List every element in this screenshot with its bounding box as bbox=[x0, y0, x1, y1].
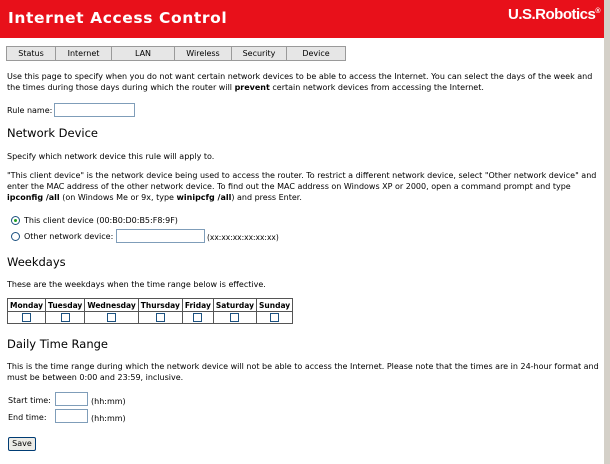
intro-text bbox=[7, 71, 602, 93]
friday-checkbox[interactable] bbox=[193, 313, 202, 322]
monday-checkbox[interactable] bbox=[22, 313, 31, 322]
cell-friday bbox=[182, 312, 213, 324]
day-wednesday: Wednesday bbox=[85, 299, 138, 312]
intro-bold: prevent bbox=[234, 83, 270, 92]
mac-address-input[interactable] bbox=[116, 229, 205, 243]
intro-part1: Use this page to specify when you do not want certain network devices to be able to access the Internet. You can select the days of the week and the times during those days during which the router will bbox=[7, 72, 593, 92]
cell-monday bbox=[8, 312, 46, 324]
start-time-input[interactable] bbox=[55, 392, 88, 406]
cell-wednesday bbox=[85, 312, 138, 324]
intro-part2: certain network devices from accessing the Internet. bbox=[269, 83, 484, 92]
mac-format-hint: (xx:xx:xx:xx:xx:xx) bbox=[207, 233, 279, 242]
trademark-symbol: ® bbox=[595, 8, 600, 15]
sunday-checkbox[interactable] bbox=[270, 313, 279, 322]
weekdays-desc: These are the weekdays when the time range below is effective. bbox=[7, 280, 266, 289]
saturday-checkbox[interactable] bbox=[230, 313, 239, 322]
info-cmd2: winipcfg /all bbox=[176, 193, 232, 202]
this-client-radio[interactable] bbox=[11, 216, 20, 225]
cell-sunday bbox=[257, 312, 293, 324]
tab-wireless[interactable]: Wireless bbox=[174, 46, 232, 61]
network-device-heading: Network Device bbox=[7, 126, 99, 140]
day-monday: Monday bbox=[8, 299, 46, 312]
day-tuesday: Tuesday bbox=[46, 299, 85, 312]
tab-device[interactable]: Device bbox=[286, 46, 346, 61]
brand-logo bbox=[508, 6, 600, 23]
day-sunday: Sunday bbox=[257, 299, 293, 312]
thursday-checkbox[interactable] bbox=[156, 313, 165, 322]
start-time-unit: (hh:mm) bbox=[91, 397, 126, 406]
weekdays-table bbox=[7, 298, 293, 324]
weekday-checkbox-row bbox=[8, 312, 293, 324]
day-saturday: Saturday bbox=[213, 299, 256, 312]
tab-internet[interactable]: Internet bbox=[55, 46, 112, 61]
vertical-scrollbar[interactable] bbox=[604, 0, 610, 464]
cell-saturday bbox=[213, 312, 256, 324]
cell-tuesday bbox=[46, 312, 85, 324]
day-friday: Friday bbox=[182, 299, 213, 312]
save-button[interactable]: Save bbox=[8, 437, 36, 451]
network-device-info bbox=[7, 170, 602, 203]
end-time-label: End time: bbox=[8, 413, 47, 422]
cell-thursday bbox=[138, 312, 182, 324]
wednesday-checkbox[interactable] bbox=[107, 313, 116, 322]
time-range-heading: Daily Time Range bbox=[7, 337, 109, 351]
end-time-unit: (hh:mm) bbox=[91, 414, 126, 423]
nav-tabs bbox=[6, 46, 345, 60]
info-cmd1: ipconfig /all bbox=[7, 193, 60, 202]
page-header bbox=[0, 0, 605, 38]
tuesday-checkbox[interactable] bbox=[61, 313, 70, 322]
rule-name-input[interactable] bbox=[54, 103, 135, 117]
tab-security[interactable]: Security bbox=[231, 46, 287, 61]
this-client-label: This client device (00:B0:D0:B5:F8:9F) bbox=[24, 216, 178, 225]
info-part2: (on Windows Me or 9x, type bbox=[59, 193, 177, 202]
tab-status[interactable]: Status bbox=[6, 46, 56, 61]
weekday-header-row bbox=[8, 299, 293, 312]
brand-name: U.S.Robotics bbox=[507, 6, 596, 23]
time-range-desc: This is the time range during which the network device will not be able to access the Internet. Please note that the times are in 24-hour format and must be between 0:00 and 23:59, inclusive. bbox=[7, 362, 599, 382]
end-time-input[interactable] bbox=[55, 409, 88, 423]
start-time-label: Start time: bbox=[8, 396, 51, 405]
network-device-desc: Specify which network device this rule will apply to. bbox=[7, 152, 215, 161]
page-title: Internet Access Control bbox=[8, 9, 228, 27]
day-thursday: Thursday bbox=[138, 299, 182, 312]
other-device-label: Other network device: bbox=[24, 232, 114, 241]
tab-lan[interactable]: LAN bbox=[111, 46, 175, 61]
rule-name-label: Rule name: bbox=[7, 106, 53, 115]
info-part1: "This client device" is the network device being used to access the router. To restrict a different network device, select "Other network device" and enter the MAC address of the other network device. To find out the MAC address on Windows XP or 2000, open a command prompt and type bbox=[7, 171, 597, 191]
info-part3: ) and press Enter. bbox=[231, 193, 302, 202]
other-device-radio[interactable] bbox=[11, 232, 20, 241]
weekdays-heading: Weekdays bbox=[7, 255, 66, 269]
